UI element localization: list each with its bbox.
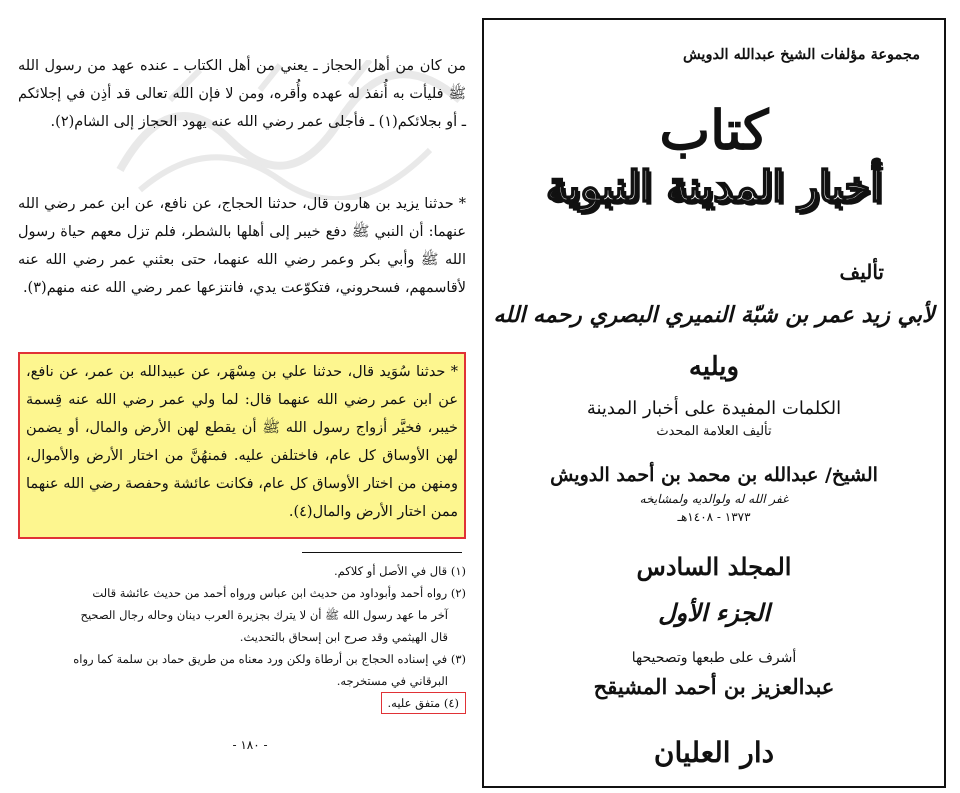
paragraph-2: * حدثنا يزيد بن هارون قال، حدثنا الحجاج، عن نافع، عن ابن عمر رضي الله عنهما: أن النبي ﷺ دفع خيبر إلى أهلها بالشطر، فلم تزل معهم حياة رسول الله ﷺ وأبي بكر وعمر رضي الله عنهما، حتى بعثني عمر رضي الله عنه لأقاسمهم، فسحروني، فتكوّعت يدي، فانتزعها عمر رضي الله عنه منهم(٣). bbox=[18, 196, 466, 296]
footnote-2-line-2: آخر ما عهد رسول الله ﷺ أن لا يترك بجزيرة العرب دينان وحاله رجال الصحيح bbox=[80, 608, 448, 622]
appendix-author-label: تأليف العلامة المحدث bbox=[656, 424, 772, 439]
page-number: - ١٨٠ - bbox=[232, 738, 268, 752]
wa-yalih-label: ويليه bbox=[688, 352, 740, 382]
footnotes bbox=[18, 560, 466, 714]
talif-label: تأليف bbox=[839, 260, 884, 284]
sheikh-name: الشيخ/ عبدالله بن محمد بن أحمد الدويش bbox=[550, 464, 878, 486]
editor-name: عبدالعزيز بن أحمد المشيقح bbox=[593, 674, 835, 699]
dates-line: ١٣٧٣ - ١٤٠٨هـ bbox=[677, 510, 751, 524]
footnote-2-line-3: قال الهيثمي وقد صرح ابن إسحاق بالتحديث. bbox=[239, 630, 448, 644]
footnote-3: (٣) في إسناده الحجاج بن أرطاة ولكن ورد معناه من طريق حماد بن سلمة كما رواه bbox=[73, 652, 466, 666]
footnote-3-line-2: البرقاني في مستخرجه. bbox=[336, 674, 448, 688]
author-name: لأبي زيد عمر بن شبّة النميري البصري رحمه الله bbox=[493, 302, 935, 328]
paragraph-3-highlighted: * حدثنا سُوَيد قال، حدثنا علي بن مِسْهَر، عن عبيدالله بن عمر، عن نافع، عن ابن عمر رضي الله عنهما قال: لما ولي عمر رضي الله عنه قِسمة خيبر، فخيَّر أزواج رسول الله ﷺ أن يقطع لهن الأرض والمال، أو يضمن لهن الأوساق كل عام، فاختلفن عليه. فمنهُنَّ من اختار الأرض والأموال، ومنهن من اختار الأوساق كل عام، فكانت عائشة وحفصة رضي الله عنهما ممن اختار الأرض والمال(٤). bbox=[26, 364, 458, 520]
footnote-divider bbox=[302, 552, 462, 553]
supervised-label: أشرف على طبعها وتصحيحها bbox=[631, 650, 797, 666]
dua-line: غفر الله له ولوالديه ولمشايخه bbox=[639, 492, 789, 506]
paragraph-1: من كان من أهل الحجاز ـ يعني من أهل الكتاب ـ عنده عهد من رسول الله ﷺ فليأت به أُنفذ له عهده وأُقره، ومن لا فإن الله تعالى قد أذِن في إجلائكم ـ أو بجلائكم(١) ـ فأجلى عمر رضي الله عنه يهود الحجاز إلى الشام(٢). bbox=[18, 58, 466, 130]
footnote-1: (١) قال في الأصل أو كلاكم. bbox=[334, 564, 466, 578]
book-title: أخبار المدينة النبوية bbox=[545, 162, 883, 211]
kitab-heading: كتاب bbox=[659, 98, 769, 162]
footnote-2: (٢) رواه أحمد وأبوداود من حديث ابن عباس ورواه أحمد من حديث عائشة قالت bbox=[92, 586, 466, 600]
volume-label: المجلد السادس bbox=[636, 552, 792, 581]
footnote-4-boxed: (٤) متفق عليه. bbox=[381, 692, 466, 714]
book-cover bbox=[482, 18, 946, 788]
publisher-name: دار العليان bbox=[653, 736, 775, 769]
series-title: مجموعة مؤلفات الشيخ عبدالله الدويش bbox=[682, 46, 920, 63]
part-label: الجزء الأول bbox=[658, 598, 770, 627]
appendix-title: الكلمات المفيدة على أخبار المدينة bbox=[586, 398, 842, 419]
